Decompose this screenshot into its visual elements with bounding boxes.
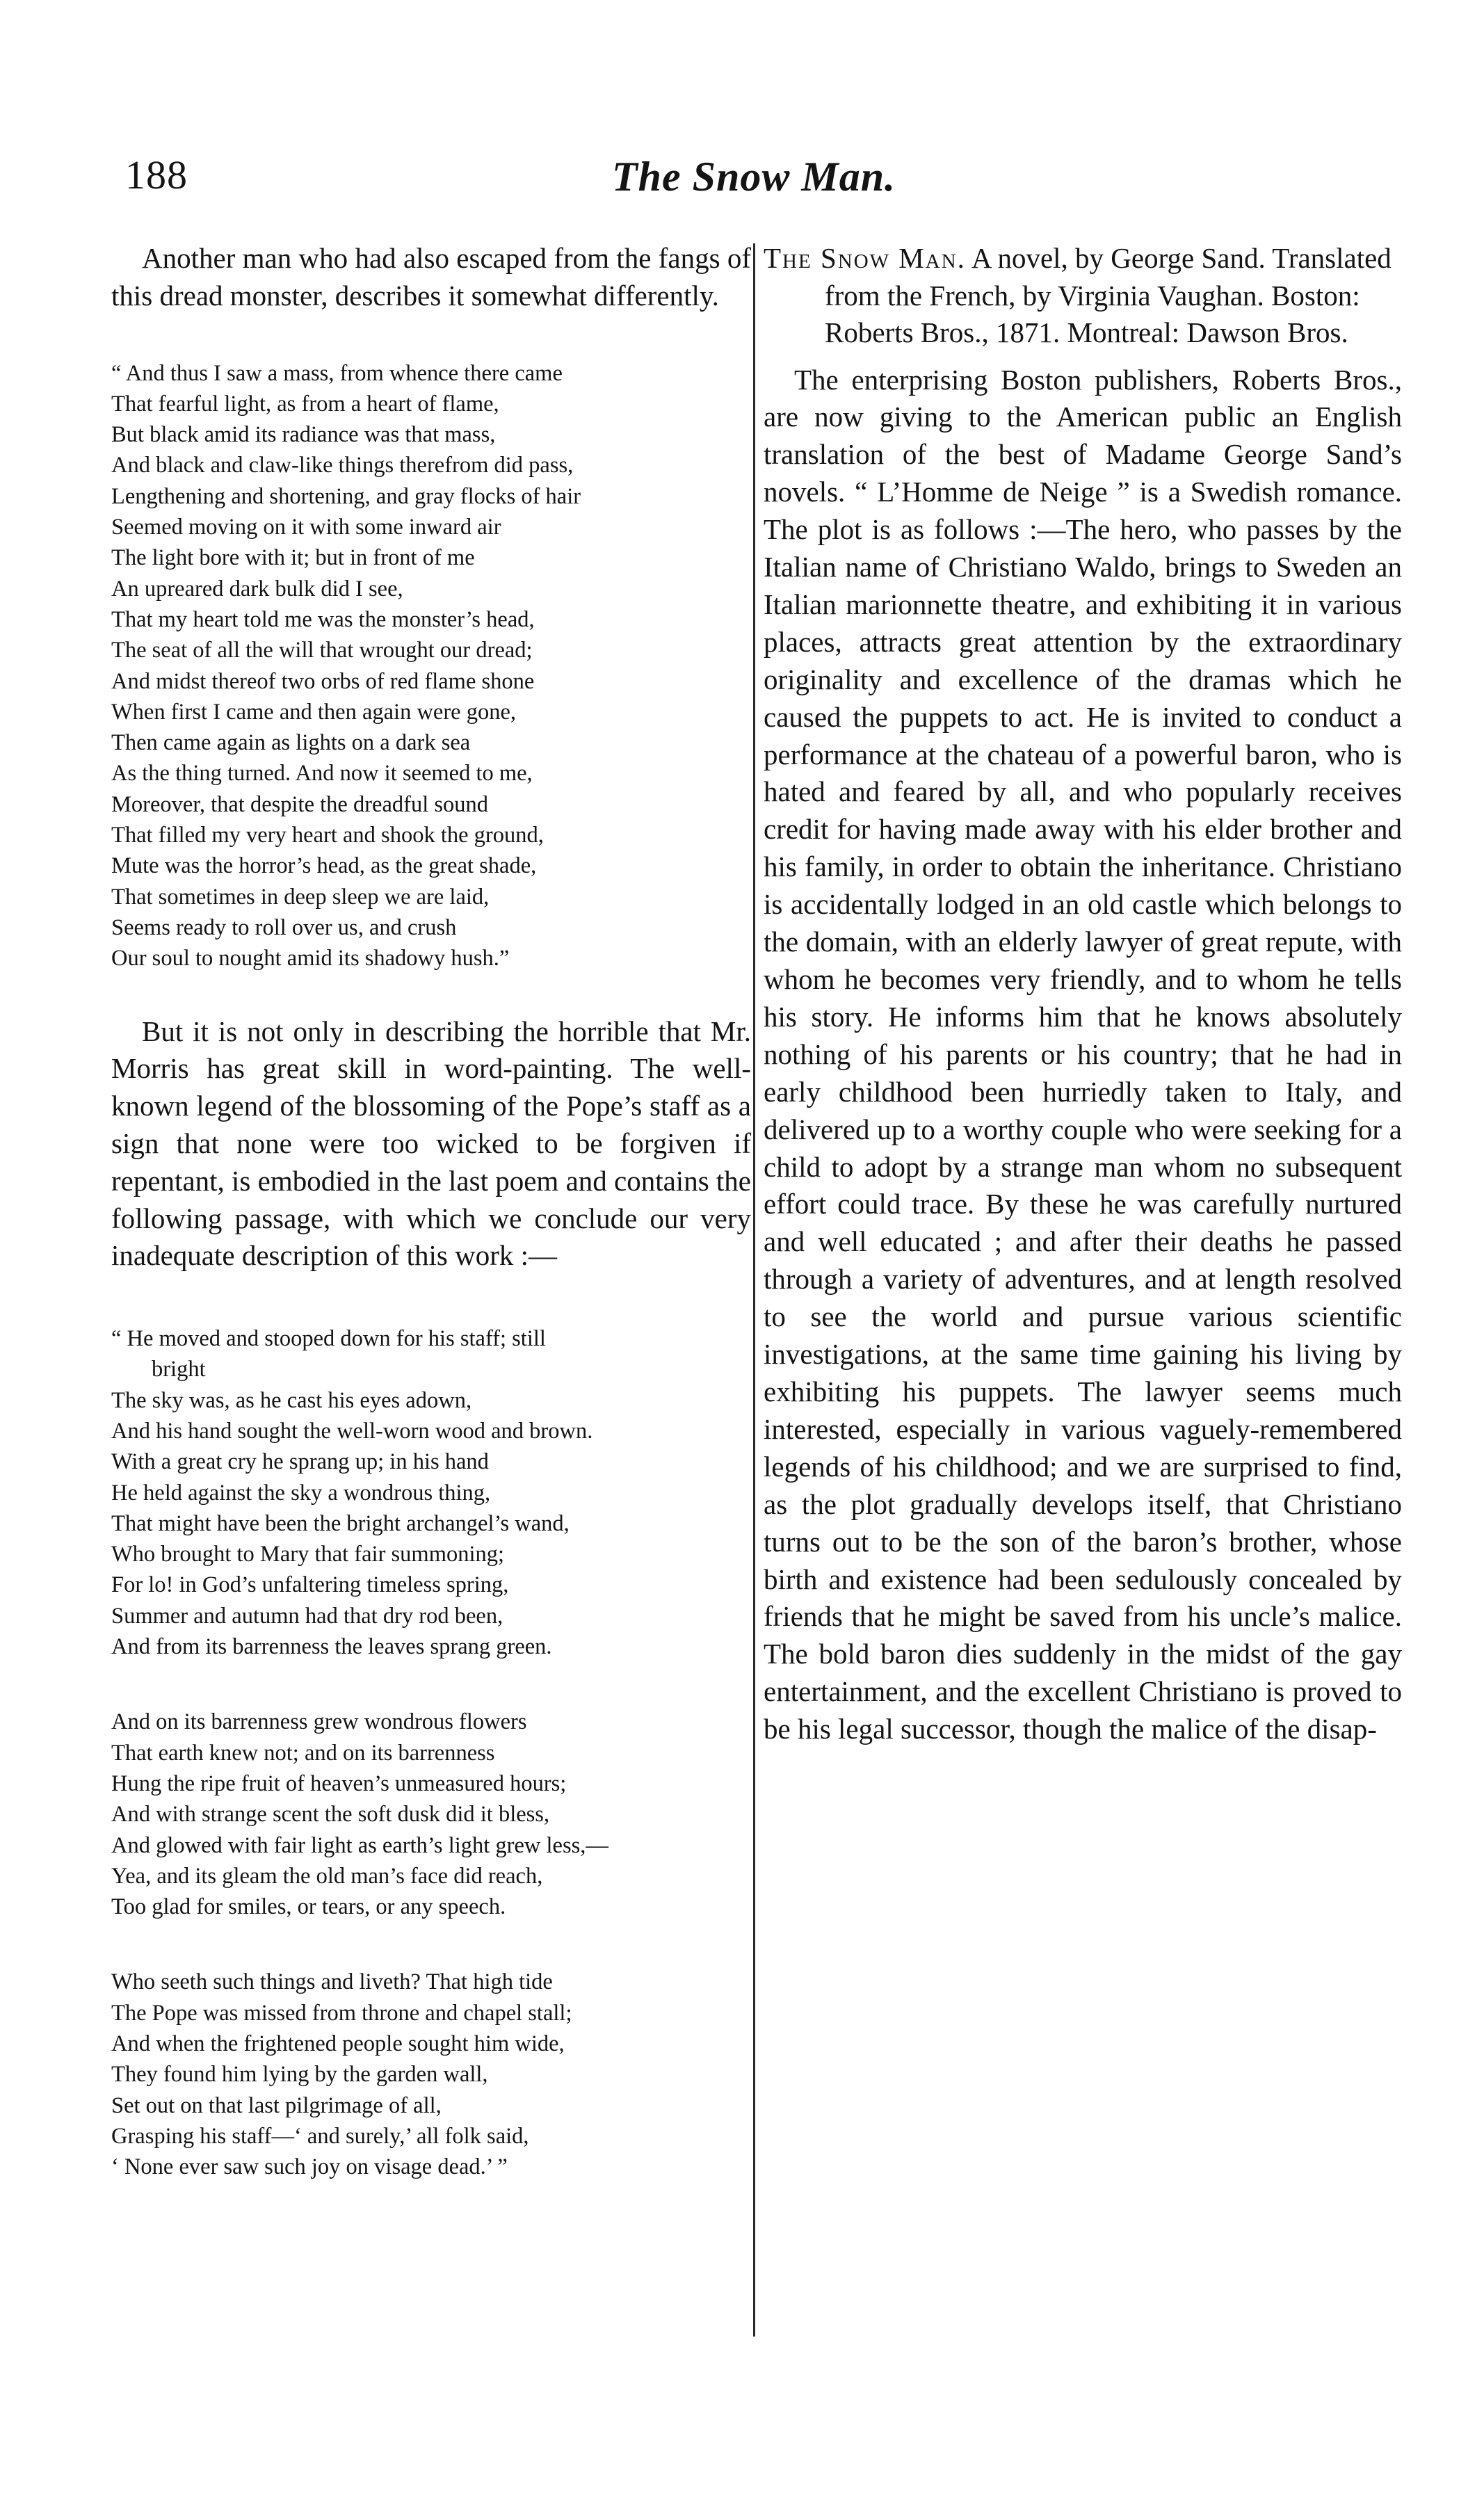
verse-line: Hung the ripe fruit of heaven’s unmeasured hours; (111, 1770, 567, 1796)
verse-line: Seems ready to roll over us, and crush (111, 914, 457, 940)
verse-line: That fearful light, as from a heart of flame, (111, 391, 499, 417)
verse-line: That my heart told me was the monster’s head, (111, 606, 535, 632)
verse-line: And with strange scent the soft dusk did it bless, (111, 1802, 550, 1828)
word-painting-paragraph: But it is not only in describing the horrible that Mr. Morris has great skill in word-painting. The well-known legend of the blossoming of the Pope’s staff as a sign that none were too wicked to be forgiven if repentant, is embodied in the last poem and contains the following passage, with which we conclude our very inadequate description of this work :— (111, 1015, 751, 1272)
verse-line: When first I came and then again were gone, (111, 699, 517, 725)
verse-line: And midst thereof two orbs of red flame shone (111, 668, 535, 694)
verse-line: The sky was, as he cast his eyes adown, (111, 1387, 472, 1413)
verse-stanza (111, 1967, 751, 2182)
verse-line: bright (152, 1357, 206, 1382)
verse-line: Who brought to Mary that fair summoning; (111, 1542, 505, 1567)
verse-stanza (111, 1707, 751, 1922)
verse-line: ‘ None ever saw such joy on visage dead.’ ” (111, 2154, 508, 2180)
review-book-title: The Snow Man. (764, 242, 966, 274)
verse-line: That filled my very heart and shook the ground, (111, 823, 544, 848)
column-divider (753, 243, 755, 2337)
verse-line: And black and claw-like things therefrom did pass, (111, 453, 574, 478)
verse-line: Then came again as lights on a dark sea (111, 730, 471, 756)
verse-line: For lo! in God’s unfaltering timeless spring, (111, 1572, 509, 1598)
running-title: The Snow Man. (612, 154, 896, 200)
stanza-gap (111, 1662, 751, 1707)
verse-line: He held against the sky a wondrous thing, (111, 1480, 491, 1506)
verse-line: That sometimes in deep sleep we are laid, (111, 884, 490, 910)
verse-line: An upreared dark bulk did I see, (111, 576, 403, 602)
verse-line: “ And thus I saw a mass, from whence there came (111, 360, 563, 386)
review-book-details: A novel, by George Sand. Translated from the French, by Virginia Vaughan. Boston: Roberts Bros., 1871. Montreal: Dawson Bros. (825, 242, 1392, 348)
verse-line: But black amid its radiance was that mass, (111, 422, 496, 448)
verse-quotation-popes-staff (111, 1323, 751, 2182)
verse-line: With a great cry he sprang up; in his hand (111, 1449, 489, 1475)
verse-line: That earth knew not; and on its barrenness (111, 1740, 495, 1766)
right-column (764, 240, 1402, 1748)
verse-line: Moreover, that despite the dreadful sound (111, 791, 489, 817)
review-heading (764, 240, 1402, 352)
page-number: 188 (125, 152, 188, 197)
verse-line: Grasping his staff—‘ and surely,’ all folk said, (111, 2123, 529, 2149)
verse-line: Who seeth such things and liveth? That high tide (111, 1969, 553, 1995)
intro-paragraph: Another man who had also escaped from the fangs of this dread monster, describes it somewhat differently. (111, 242, 751, 312)
verse-line: The seat of all the will that wrought our dread; (111, 638, 533, 663)
verse-line: And from its barrenness the leaves sprang green. (111, 1634, 552, 1660)
verse-line: That might have been the bright archangel’s wand, (111, 1510, 570, 1536)
verse-quotation-monster (111, 358, 751, 974)
verse-stanza (111, 1385, 751, 1663)
verse-line: Yea, and its gleam the old man’s face did reach, (111, 1863, 543, 1889)
verse-line: And on its barrenness grew wondrous flowers (111, 1709, 527, 1735)
verse-line: Set out on that last pilgrimage of all, (111, 2092, 442, 2118)
verse-line: Mute was the horror’s head, as the great shade, (111, 853, 537, 879)
verse-line: Our soul to nought amid its shadowy hush.” (111, 946, 510, 971)
verse-line: And his hand sought the well-worn wood and brown. (111, 1419, 593, 1444)
verse-line: “ He moved and stooped down for his staff; still (111, 1326, 546, 1352)
verse-line: Summer and autumn had that dry rod been, (111, 1603, 503, 1629)
verse-line: Lengthening and shortening, and gray flocks of hair (111, 483, 581, 509)
verse-line: And glowed with fair light as earth’s light grew less,— (111, 1832, 608, 1858)
review-body: The enterprising Boston publishers, Roberts Bros., are now giving to the American public an English translation of the best of Madame George Sand’s novels. “ L’Homme de Neige ” is a Swedish romance. The plot is as follows :—The hero, who passes by the Italian name of Christiano Waldo, brings to Sweden an Italian marionnette theatre, and exhibiting it in various places, attracts great attention by the extraordinary originality and excellence of the dramas which he caused the puppets to act. He is invited to conduct a performance at the chateau of a powerful baron, who is hated and feared by all, and who popularly receives credit for having made away with his elder brother and his family, in order to obtain the inheritance. Christiano is accidentally lodged in an old castle which belongs to the domain, with an elderly lawyer of great repute, with whom he becomes very friendly, and to whom he tells his story. He informs him that he knows absolutely nothing of his parents or his country; that he had in early childhood been hurriedly taken to Italy, and delivered up to a worthy couple who were seeking for a child to adopt by a strange man whom no subsequent effort could trace. By these he was carefully nurtured and well educated ; and after their deaths he passed through a variety of adventures, and at length resolved to see the world and pursue various scientific investigations, at the same time gaining his living by exhibiting his puppets. The lawyer seems much interested, especially in various vaguely-remembered legends of his childhood; and we are surprised to find, as the plot gradually develops itself, that Christiano turns out to be the son of the baron’s brother, whose birth and existence had been sedulously concealed by friends that he might be saved from his uncle’s malice. The bold baron dies suddenly in the midst of the gay entertainment, and the excellent Christiano is proved to be his legal successor, though the malice of the disap- (764, 363, 1402, 1745)
verse-line: They found him lying by the garden wall, (111, 2062, 488, 2088)
verse-line: Too glad for smiles, or tears, or any speech. (111, 1894, 506, 1920)
verse-line: The light bore with it; but in front of me (111, 545, 475, 571)
verse-line: Seemed moving on it with some inward air (111, 515, 501, 540)
verse-line: And when the frightened people sought him wide, (111, 2031, 565, 2057)
stanza-gap (111, 1922, 751, 1967)
left-column (111, 240, 751, 2183)
verse-line: As the thing turned. And now it seemed to me, (111, 761, 533, 786)
verse-line: The Pope was missed from throne and chapel stall; (111, 2000, 572, 2026)
